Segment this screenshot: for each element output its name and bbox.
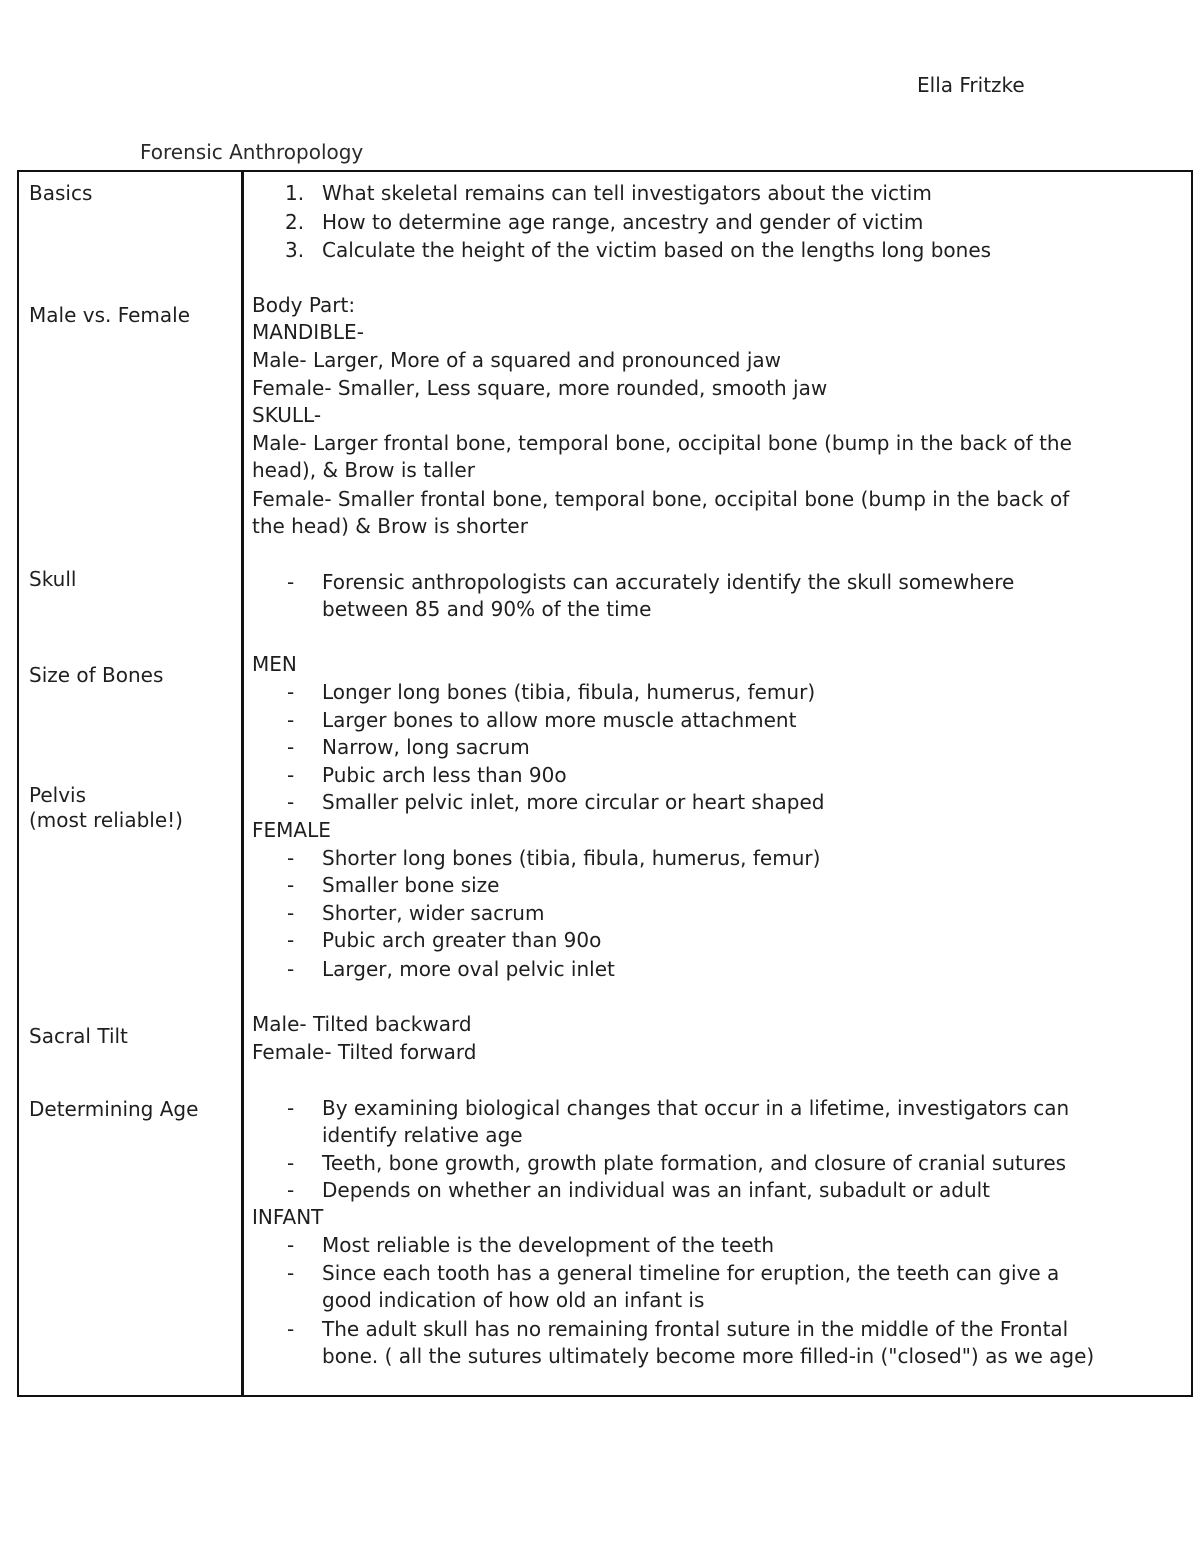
label-pelvis-note: (most reliable!) (29, 808, 183, 832)
list-item: Teeth, bone growth, growth plate formation, and closure of cranial sutures (322, 1151, 1067, 1175)
bullet-dash: - (287, 570, 295, 594)
list-item: Pubic arch greater than 90o (322, 928, 602, 952)
bullet-dash: - (287, 1233, 295, 1257)
list-number: 3. (285, 238, 305, 262)
list-item: Shorter, wider sacrum (322, 901, 545, 925)
list-item-cont: identify relative age (322, 1123, 523, 1147)
bullet-dash: - (287, 846, 295, 870)
list-item: Larger, more oval pelvic inlet (322, 957, 615, 981)
label-size-of-bones: Size of Bones (29, 663, 164, 687)
list-item: Most reliable is the development of the teeth (322, 1233, 775, 1257)
list-item: Depends on whether an individual was an infant, subadult or adult (322, 1178, 991, 1202)
bullet-dash: - (287, 680, 295, 704)
mandible-male: Male- Larger, More of a squared and pronounced jaw (252, 348, 782, 372)
list-item: Shorter long bones (tibia, fibula, humerus, femur) (322, 846, 821, 870)
list-item: Larger bones to allow more muscle attachment (322, 708, 797, 732)
sacral-female: Female- Tilted forward (252, 1040, 477, 1064)
mandible-female: Female- Smaller, Less square, more rounded, smooth jaw (252, 376, 828, 400)
list-item: Smaller bone size (322, 873, 500, 897)
body-part-heading: Body Part: (252, 293, 356, 317)
bullet-dash: - (287, 1317, 295, 1341)
list-item: Longer long bones (tibia, fibula, humerus, femur) (322, 680, 816, 704)
bullet-dash: - (287, 957, 295, 981)
skull-male: Male- Larger frontal bone, temporal bone, occipital bone (bump in the back of the (252, 431, 1072, 455)
column-divider (241, 170, 244, 1397)
bullet-dash: - (287, 790, 295, 814)
label-basics: Basics (29, 181, 93, 205)
bullet-dash: - (287, 708, 295, 732)
bullet-dash: - (287, 735, 295, 759)
document-title: Forensic Anthropology (140, 140, 364, 164)
label-sacral-tilt: Sacral Tilt (29, 1024, 128, 1048)
list-item: Calculate the height of the victim based on the lengths long bones (322, 238, 992, 262)
list-item: Pubic arch less than 90o (322, 763, 567, 787)
men-heading: MEN (252, 652, 297, 676)
list-number: 1. (285, 181, 305, 205)
skull-female-cont: the head) & Brow is shorter (252, 514, 528, 538)
list-item: How to determine age range, ancestry and gender of victim (322, 210, 924, 234)
bullet-dash: - (287, 901, 295, 925)
list-item: The adult skull has no remaining frontal suture in the middle of the Frontal (322, 1317, 1069, 1341)
label-pelvis: Pelvis (29, 783, 87, 807)
author-name: Ella Fritzke (917, 73, 1025, 97)
list-number: 2. (285, 210, 305, 234)
list-item: By examining biological changes that occur in a lifetime, investigators can (322, 1096, 1070, 1120)
bullet-dash: - (287, 1151, 295, 1175)
sacral-male: Male- Tilted backward (252, 1012, 472, 1036)
bullet-dash: - (287, 928, 295, 952)
list-item: Narrow, long sacrum (322, 735, 530, 759)
skull-female: Female- Smaller frontal bone, temporal bone, occipital bone (bump in the back of (252, 487, 1070, 511)
bullet-dash: - (287, 763, 295, 787)
skull-heading: SKULL- (252, 403, 322, 427)
list-item: What skeletal remains can tell investigators about the victim (322, 181, 932, 205)
bullet-dash: - (287, 873, 295, 897)
list-item: Since each tooth has a general timeline for eruption, the teeth can give a (322, 1261, 1060, 1285)
skull-male-cont: head), & Brow is taller (252, 458, 475, 482)
list-item-cont: good indication of how old an infant is (322, 1288, 705, 1312)
label-male-vs-female: Male vs. Female (29, 303, 191, 327)
infant-heading: INFANT (252, 1205, 324, 1229)
bullet-dash: - (287, 1096, 295, 1120)
list-item-cont: between 85 and 90% of the time (322, 597, 652, 621)
label-determining-age: Determining Age (29, 1097, 199, 1121)
mandible-heading: MANDIBLE- (252, 320, 364, 344)
list-item-cont: bone. ( all the sutures ultimately become more filled-in ("closed") as we age) (322, 1344, 1095, 1368)
female-heading: FEMALE (252, 818, 331, 842)
list-item: Smaller pelvic inlet, more circular or heart shaped (322, 790, 825, 814)
label-skull: Skull (29, 567, 77, 591)
bullet-dash: - (287, 1178, 295, 1202)
bullet-dash: - (287, 1261, 295, 1285)
list-item: Forensic anthropologists can accurately identify the skull somewhere (322, 570, 1015, 594)
